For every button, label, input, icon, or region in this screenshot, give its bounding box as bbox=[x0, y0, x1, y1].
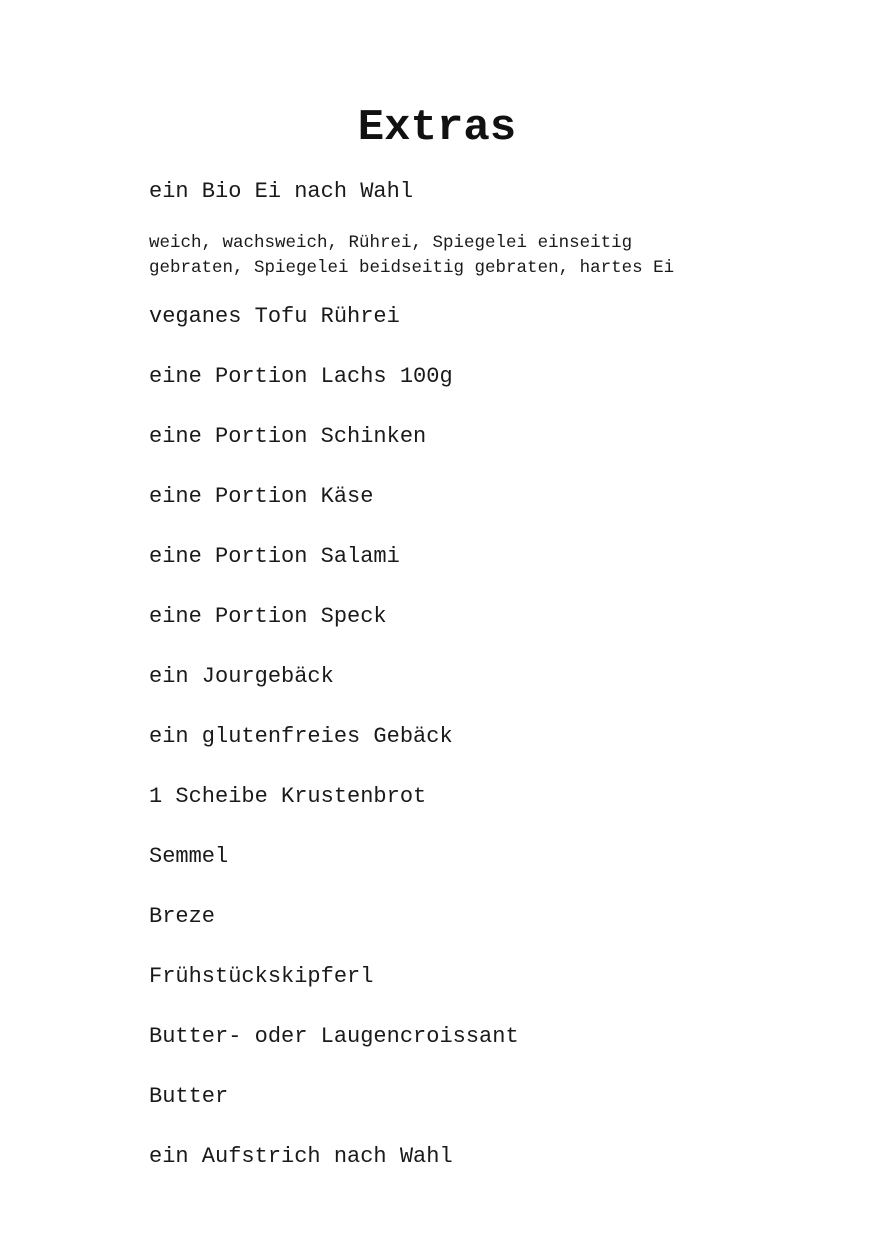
menu-item-speck: eine Portion Speck bbox=[149, 604, 387, 629]
menu-item-tofu-ruehrei: veganes Tofu Rührei bbox=[149, 304, 400, 329]
menu-item-lachs: eine Portion Lachs 100g bbox=[149, 364, 453, 389]
menu-item-aufstrich: ein Aufstrich nach Wahl bbox=[149, 1144, 453, 1169]
menu-item-breze: Breze bbox=[149, 904, 216, 929]
menu-item-krustenbrot: 1 Scheibe Krustenbrot bbox=[149, 784, 427, 809]
description-line: gebraten, Spiegelei beidseitig gebraten, hartes Ei bbox=[149, 258, 675, 278]
menu-item-kaese: eine Portion Käse bbox=[149, 484, 374, 509]
menu-item-semmel: Semmel bbox=[149, 844, 229, 869]
menu-item-croissant: Butter- oder Laugencroissant bbox=[149, 1024, 519, 1049]
menu-item-schinken: eine Portion Schinken bbox=[149, 424, 427, 449]
description-line: weich, wachsweich, Rührei, Spiegelei einseitig bbox=[149, 233, 633, 253]
extras-list bbox=[149, 176, 849, 1173]
menu-item-butter: Butter bbox=[149, 1084, 229, 1109]
menu-item-bio-ei-description bbox=[149, 231, 789, 281]
menu-item-glutenfrei: ein glutenfreies Gebäck bbox=[149, 724, 453, 749]
menu-item-bio-ei: ein Bio Ei nach Wahl bbox=[149, 179, 414, 204]
page-title: Extras bbox=[357, 103, 517, 153]
menu-item-jourgebaeck: ein Jourgebäck bbox=[149, 664, 334, 689]
menu-item-fruehstueckskipferl: Frühstückskipferl bbox=[149, 964, 374, 989]
menu-item-salami: eine Portion Salami bbox=[149, 544, 400, 569]
